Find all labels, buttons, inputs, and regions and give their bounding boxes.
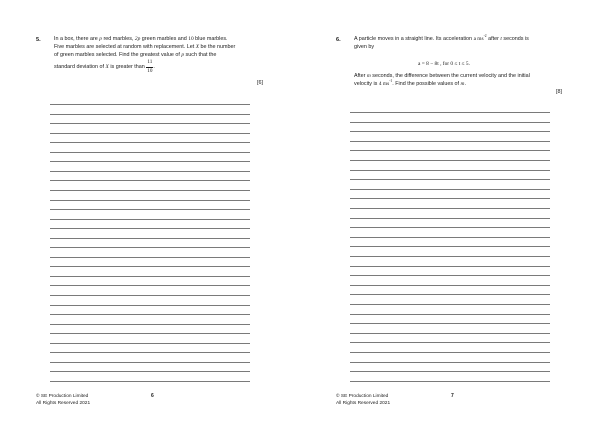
answer-line [50,333,250,334]
page-number-left: 6 [151,393,154,399]
answer-line [350,285,550,286]
answer-line [350,256,550,257]
answer-line [350,266,550,267]
answer-line [350,323,550,324]
question-5-text [54,36,270,74]
rights-text: All Rights Reserved 2021 [336,401,391,407]
answer-line [50,228,250,229]
answer-line [350,218,550,219]
copyright-text: © SE Production Limited [36,394,89,399]
answer-line [50,314,250,315]
answer-line [50,190,250,191]
answer-lines-left[interactable] [50,104,250,384]
answer-line [50,238,250,239]
answer-line [350,122,550,123]
question-6-line-2: given by [354,43,375,50]
answer-line [50,266,250,267]
copyright-text: © SE Production Limited [336,394,389,399]
answer-line [50,180,250,181]
question-5-line-2: Five marbles are selected at random with replacement. Let X be the number [54,43,236,50]
question-6-line-1: A particle moves in a straight line. Its acceleration a $ms^{-2}$ after t seconds is [354,34,529,42]
answer-line [50,352,250,353]
answer-line [350,141,550,142]
answer-line [350,112,550,113]
question-5-line-1: In a box, there are p red marbles, 2p green marbles and 10 blue marbles. [54,36,228,42]
question-6-marks: [8] [556,89,562,95]
answer-line [350,198,550,199]
answer-line [350,294,550,295]
answer-line [50,305,250,306]
answer-line [350,381,550,382]
answer-line [50,285,250,286]
answer-line [350,314,550,315]
answer-line [50,219,250,220]
rights-text: All Rights Reserved 2021 [36,401,91,407]
answer-line [350,131,550,132]
answer-line [350,150,550,151]
answer-line [50,276,250,277]
answer-line [50,324,250,325]
answer-line [50,142,250,143]
answer-line [350,342,550,343]
acceleration-equation: a = 8 − 8t , for 0 ≤ t ≤ 5. [418,61,470,67]
question-6-text [354,36,570,52]
question-5-line-4: standard deviation of X is greater than $\frac{11}{10}$ . [54,59,155,74]
answer-line [50,343,250,344]
answer-line [50,209,250,210]
right-page [300,0,600,424]
answer-line [50,114,250,115]
answer-line [350,189,550,190]
right-footer [336,393,390,407]
answer-line [350,237,550,238]
answer-line [350,208,550,209]
answer-line [350,179,550,180]
answer-line [350,333,550,334]
answer-line [50,161,250,162]
answer-line [350,160,550,161]
question-6-number: 6. [336,37,341,43]
question-5-line-3: of green marbles selected. Find the greatest value of p such that the [54,51,217,58]
answer-line [50,171,250,172]
answer-line [50,295,250,296]
answer-line [350,362,550,363]
answer-line [50,362,250,363]
answer-line [50,104,250,105]
question-6-text-continued [354,73,570,89]
answer-line [350,246,550,247]
question-5-marks: [6] [257,80,263,86]
answer-line [50,257,250,258]
answer-line [350,371,550,372]
answer-line [50,381,250,382]
answer-line [50,133,250,134]
question-5-number: 5. [36,37,41,43]
page-number-right: 7 [451,393,454,399]
answer-lines-right[interactable] [350,112,550,386]
answer-line [350,275,550,276]
answer-line [50,123,250,124]
question-6-line-3: After m seconds, the difference between the current velocity and the initial [354,73,530,79]
fraction-11-over-10: $\frac{11}{10}$ [147,59,153,74]
left-footer [36,393,90,407]
answer-line [50,200,250,201]
question-6-line-4: velocity is 4 $ms^{-1}$. Find the possible values of m. [354,79,466,87]
answer-line [50,371,250,372]
answer-line [350,170,550,171]
answer-line [350,352,550,353]
answer-line [50,152,250,153]
answer-line [350,304,550,305]
answer-line [350,227,550,228]
answer-line [50,247,250,248]
